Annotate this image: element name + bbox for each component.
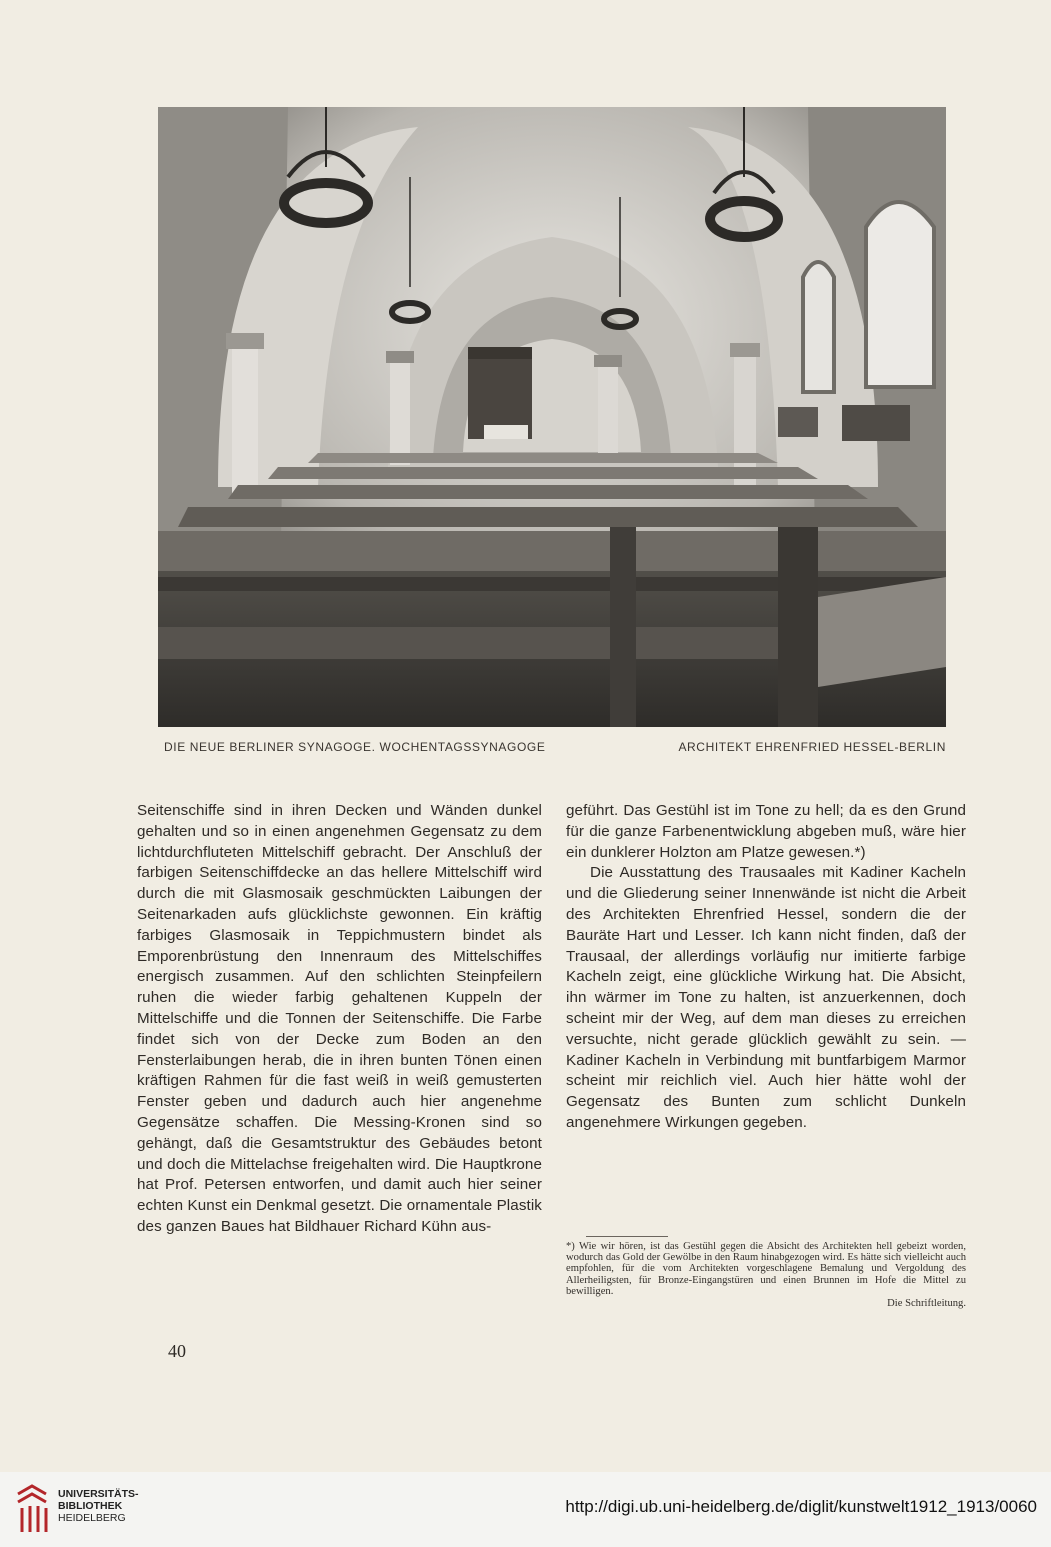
footnote-signature: Die Schriftleitung. xyxy=(887,1298,966,1310)
footnote-text: *) Wie wir hören, ist das Gestühl gegen die Absicht des Architekten hell gebeizt worden, wodurch das Gold der Gewölbe in den Raum hinabgezogen wird. Es hätte sich vielleicht auch empfohlen, für die vom Architekten vorgeschlagene Bemalung und Vergoldung des Allerheiligsten, für Bronze-Eingangstüren und einen Brunnen im Hofe die Mittel zu bewilligen. xyxy=(566,1241,966,1297)
footnote xyxy=(566,1241,966,1309)
source-url-link[interactable]: http://digi.ub.uni-heidelberg.de/diglit/kunstwelt1912_1913/0060 xyxy=(565,1497,1037,1516)
text-column-left xyxy=(137,801,542,1238)
caption-architect: ARCHITEKT EHRENFRIED HESSEL-BERLIN xyxy=(678,740,946,754)
text-column-right xyxy=(566,801,966,1134)
library-name-line1: UNIVERSITÄTS- xyxy=(58,1488,139,1500)
photo-drawing xyxy=(158,107,946,727)
caption-title: DIE NEUE BERLINER SYNAGOGE. WOCHENTAGSSYNAGOGE xyxy=(164,740,546,754)
page-number: 40 xyxy=(168,1341,186,1361)
library-name-line2: BIBLIOTHEK xyxy=(58,1500,123,1512)
synagogue-interior-photo xyxy=(158,107,946,727)
paragraph: Die Ausstattung des Trausaales mit Kadiner Kacheln und die Gliederung seiner Innenwände ist nicht die Arbeit des Architekten Ehrenfried Hessel, sondern die der Bauräte Hart und Lesser. Ich kann nicht finden, daß der Trausaal, der allerdings vorläufig nur imitierte farbige Kacheln zeigt, eine glückliche Wirkung hat. Die Absicht, ihn wärmer im Tone zu halten, ist anzuerkennen, doch scheint mir der Weg, auf dem man dieses zu erreichen versuchte, nicht gerade glücklich gewählt zu sein. — Kadiner Kacheln in Verbindung mit buntfarbigem Marmor scheint mir reichlich viel. Auch hier hätte wohl der Gegensatz des Bunten zum schlicht Dunkeln angenehmere Wirkungen gegeben. xyxy=(566,864,966,1131)
library-logo-icon xyxy=(12,1484,52,1536)
digitization-footer xyxy=(0,1472,1051,1547)
library-name xyxy=(58,1488,139,1524)
footnote-divider xyxy=(586,1236,668,1237)
paragraph: geführt. Das Gestühl ist im Tone zu hell; da es den Grund für die ganze Farbenentwicklung abgeben muß, wäre hier ein dunklerer Holzton am Platze gewesen.*) xyxy=(566,802,966,861)
library-name-line3: HEIDELBERG xyxy=(58,1512,126,1524)
paragraph: Seitenschiffe sind in ihren Decken und Wänden dunkel gehalten und so in einen angenehmen Gegensatz zu dem lichtdurchfluteten Mittelschiff gebracht. Der Anschluß der farbigen Seitenschiffdecke an das hellere Mittelschiff wird durch die mit Glasmosaik geschmückten Laibungen der Seitenarkaden aufs glücklichste gewonnen. Ein kräftig farbiges Glasmosaik in Teppichmustern bindet als Emporenbrüstung den Innenraum des Mittelschiffes energisch zusammen. Auf den schlichten Steinpfeilern ruhen die wieder farbig gehaltenen Kuppeln der Mittelschiffe und die Tonnen der Seitenschiffe. Die Farbe findet sich von der Decke zum Boden an den Fensterlaibungen herab, die in ihren bunten Tönen einen kräftigen Rahmen für die fast weiß in weiß gemusterten Fenster geben und dadurch auch hier angenehme Gegensätze schaffen. Die Messing-Kronen sind so gehängt, daß die Gesamtstruktur des Gebäudes betont und doch die Mittelachse freigehalten wird. Die Hauptkrone hat Prof. Petersen entworfen, und damit auch hier seiner echten Kunst ein Denkmal gesetzt. Die ornamentale Plastik des ganzen Baues hat Bildhauer Richard Kühn aus- xyxy=(137,802,543,1235)
